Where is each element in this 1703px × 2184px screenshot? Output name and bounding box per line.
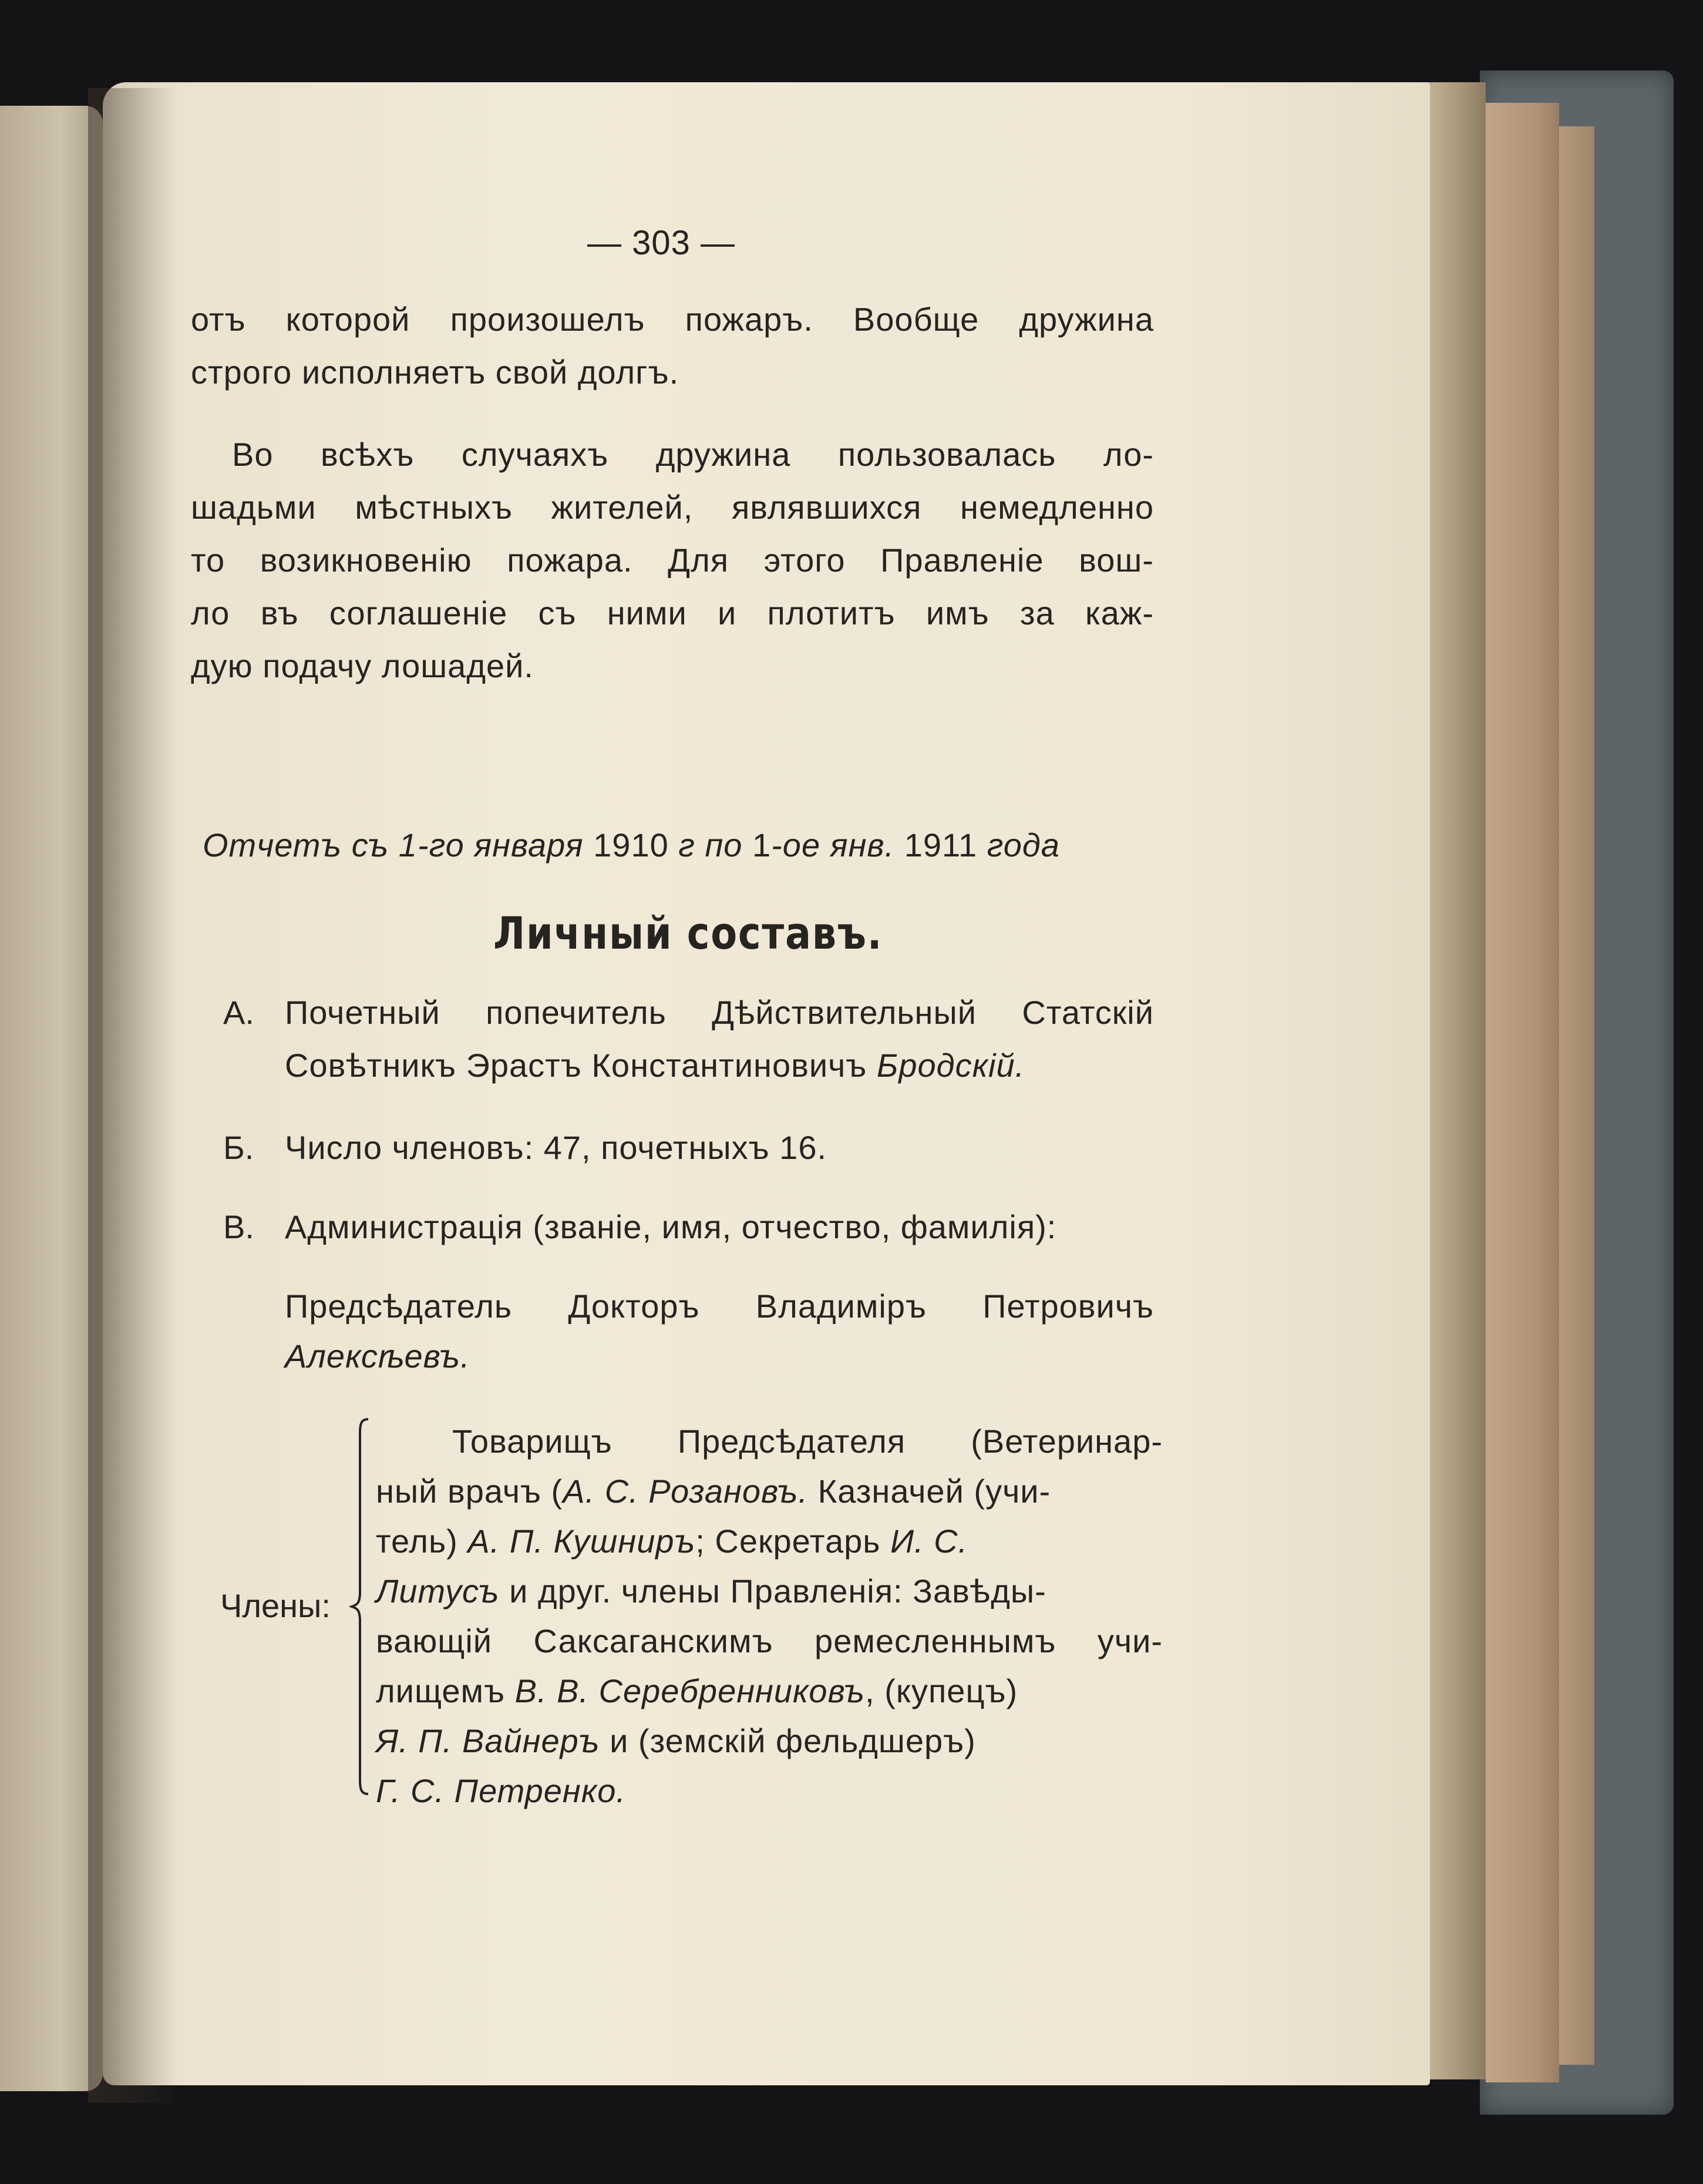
page-edges [1559, 126, 1594, 2065]
item-marker: А. [223, 994, 254, 1031]
members-line [376, 1516, 968, 1567]
text-line: то возикновенію пожара. Для этого Правленіе вош- [191, 542, 1154, 579]
report-year-end: 1911 [904, 826, 978, 863]
members-person: А. С. Розановъ. [563, 1473, 809, 1510]
report-heading-text: г по [678, 826, 743, 863]
members-line [376, 1665, 1018, 1717]
members-text: ный врачъ ( [376, 1473, 563, 1510]
text-line: Во всѣхъ случаяхъ дружина пользовалась ло- [232, 436, 1154, 473]
report-heading-text: года [987, 826, 1060, 863]
report-heading-text: -ое янв. [771, 826, 895, 863]
members-text: и (земскій фельдшеръ) [600, 1722, 976, 1759]
members-person: И. С. [890, 1523, 968, 1560]
item-a-line [285, 1040, 1025, 1091]
page-edges [1486, 103, 1559, 2082]
members-person: Г. С. Петренко. [376, 1772, 626, 1809]
members-text: лищемъ [376, 1672, 515, 1709]
gutter-shadow [88, 88, 176, 2103]
report-heading-text: Отчетъ съ 1-го января [203, 826, 584, 863]
text-line: дую подачу лошадей. [191, 647, 534, 684]
text-line: ло въ соглашеніе съ ними и плотитъ имъ за каж- [191, 594, 1154, 631]
members-line [376, 1466, 1051, 1517]
members-text: Казначей (учи- [808, 1473, 1051, 1510]
members-line: Товарищъ Предсѣдателя (Ветеринар- [452, 1423, 1163, 1460]
chairman-line: Предсѣдатель Докторъ Владиміръ Петровичъ [285, 1288, 1154, 1325]
item-a-text: Совѣтникъ Эрастъ Константиновичъ [285, 1047, 867, 1084]
members-text: и друг. члены Правленія: Завѣды- [499, 1573, 1046, 1610]
members-person: В. В. Серебренниковъ [514, 1672, 866, 1709]
members-label: Члены: [220, 1587, 331, 1624]
page-number: — 303 — [587, 224, 735, 262]
item-a-line: Почетный попечитель Дѣйствительный Статскій [285, 994, 1154, 1031]
members-text: ; Секретарь [695, 1523, 890, 1560]
report-heading [203, 819, 1060, 871]
members-person: А. П. Кушниръ [467, 1523, 696, 1560]
members-text: тель) [376, 1523, 468, 1560]
curly-brace [349, 1416, 373, 1797]
facing-page [0, 106, 103, 2091]
item-b-text: Число членовъ: 47, почетныхъ 16. [285, 1129, 827, 1166]
members-person: Литусъ [376, 1573, 500, 1610]
report-year-start: 1910 [593, 826, 669, 863]
item-marker: Б. [223, 1129, 254, 1166]
text-line: строго исполняетъ свой долгъ. [191, 354, 679, 391]
item-c-text: Администрація (званіе, имя, отчество, фамилія): [285, 1208, 1057, 1245]
chairman-name: Алексѣевъ. [285, 1338, 470, 1375]
text-line: отъ которой произошелъ пожаръ. Вообще дружина [191, 301, 1154, 338]
item-marker: В. [223, 1208, 254, 1245]
section-title: Личный составъ. [493, 907, 883, 959]
page-edges [1421, 82, 1486, 2079]
members-person: Я. П. Вайнеръ [376, 1722, 600, 1759]
members-line: вающій Саксаганскимъ ремесленнымъ учи- [376, 1622, 1163, 1659]
report-day: 1 [752, 826, 772, 863]
members-line [376, 1715, 976, 1767]
members-text: , (купецъ) [865, 1672, 1018, 1709]
members-line [376, 1565, 1046, 1617]
item-a-name: Бродскій. [876, 1047, 1025, 1084]
text-line: шадьми мѣстныхъ жителей, являвшихся немедленно [191, 489, 1154, 526]
